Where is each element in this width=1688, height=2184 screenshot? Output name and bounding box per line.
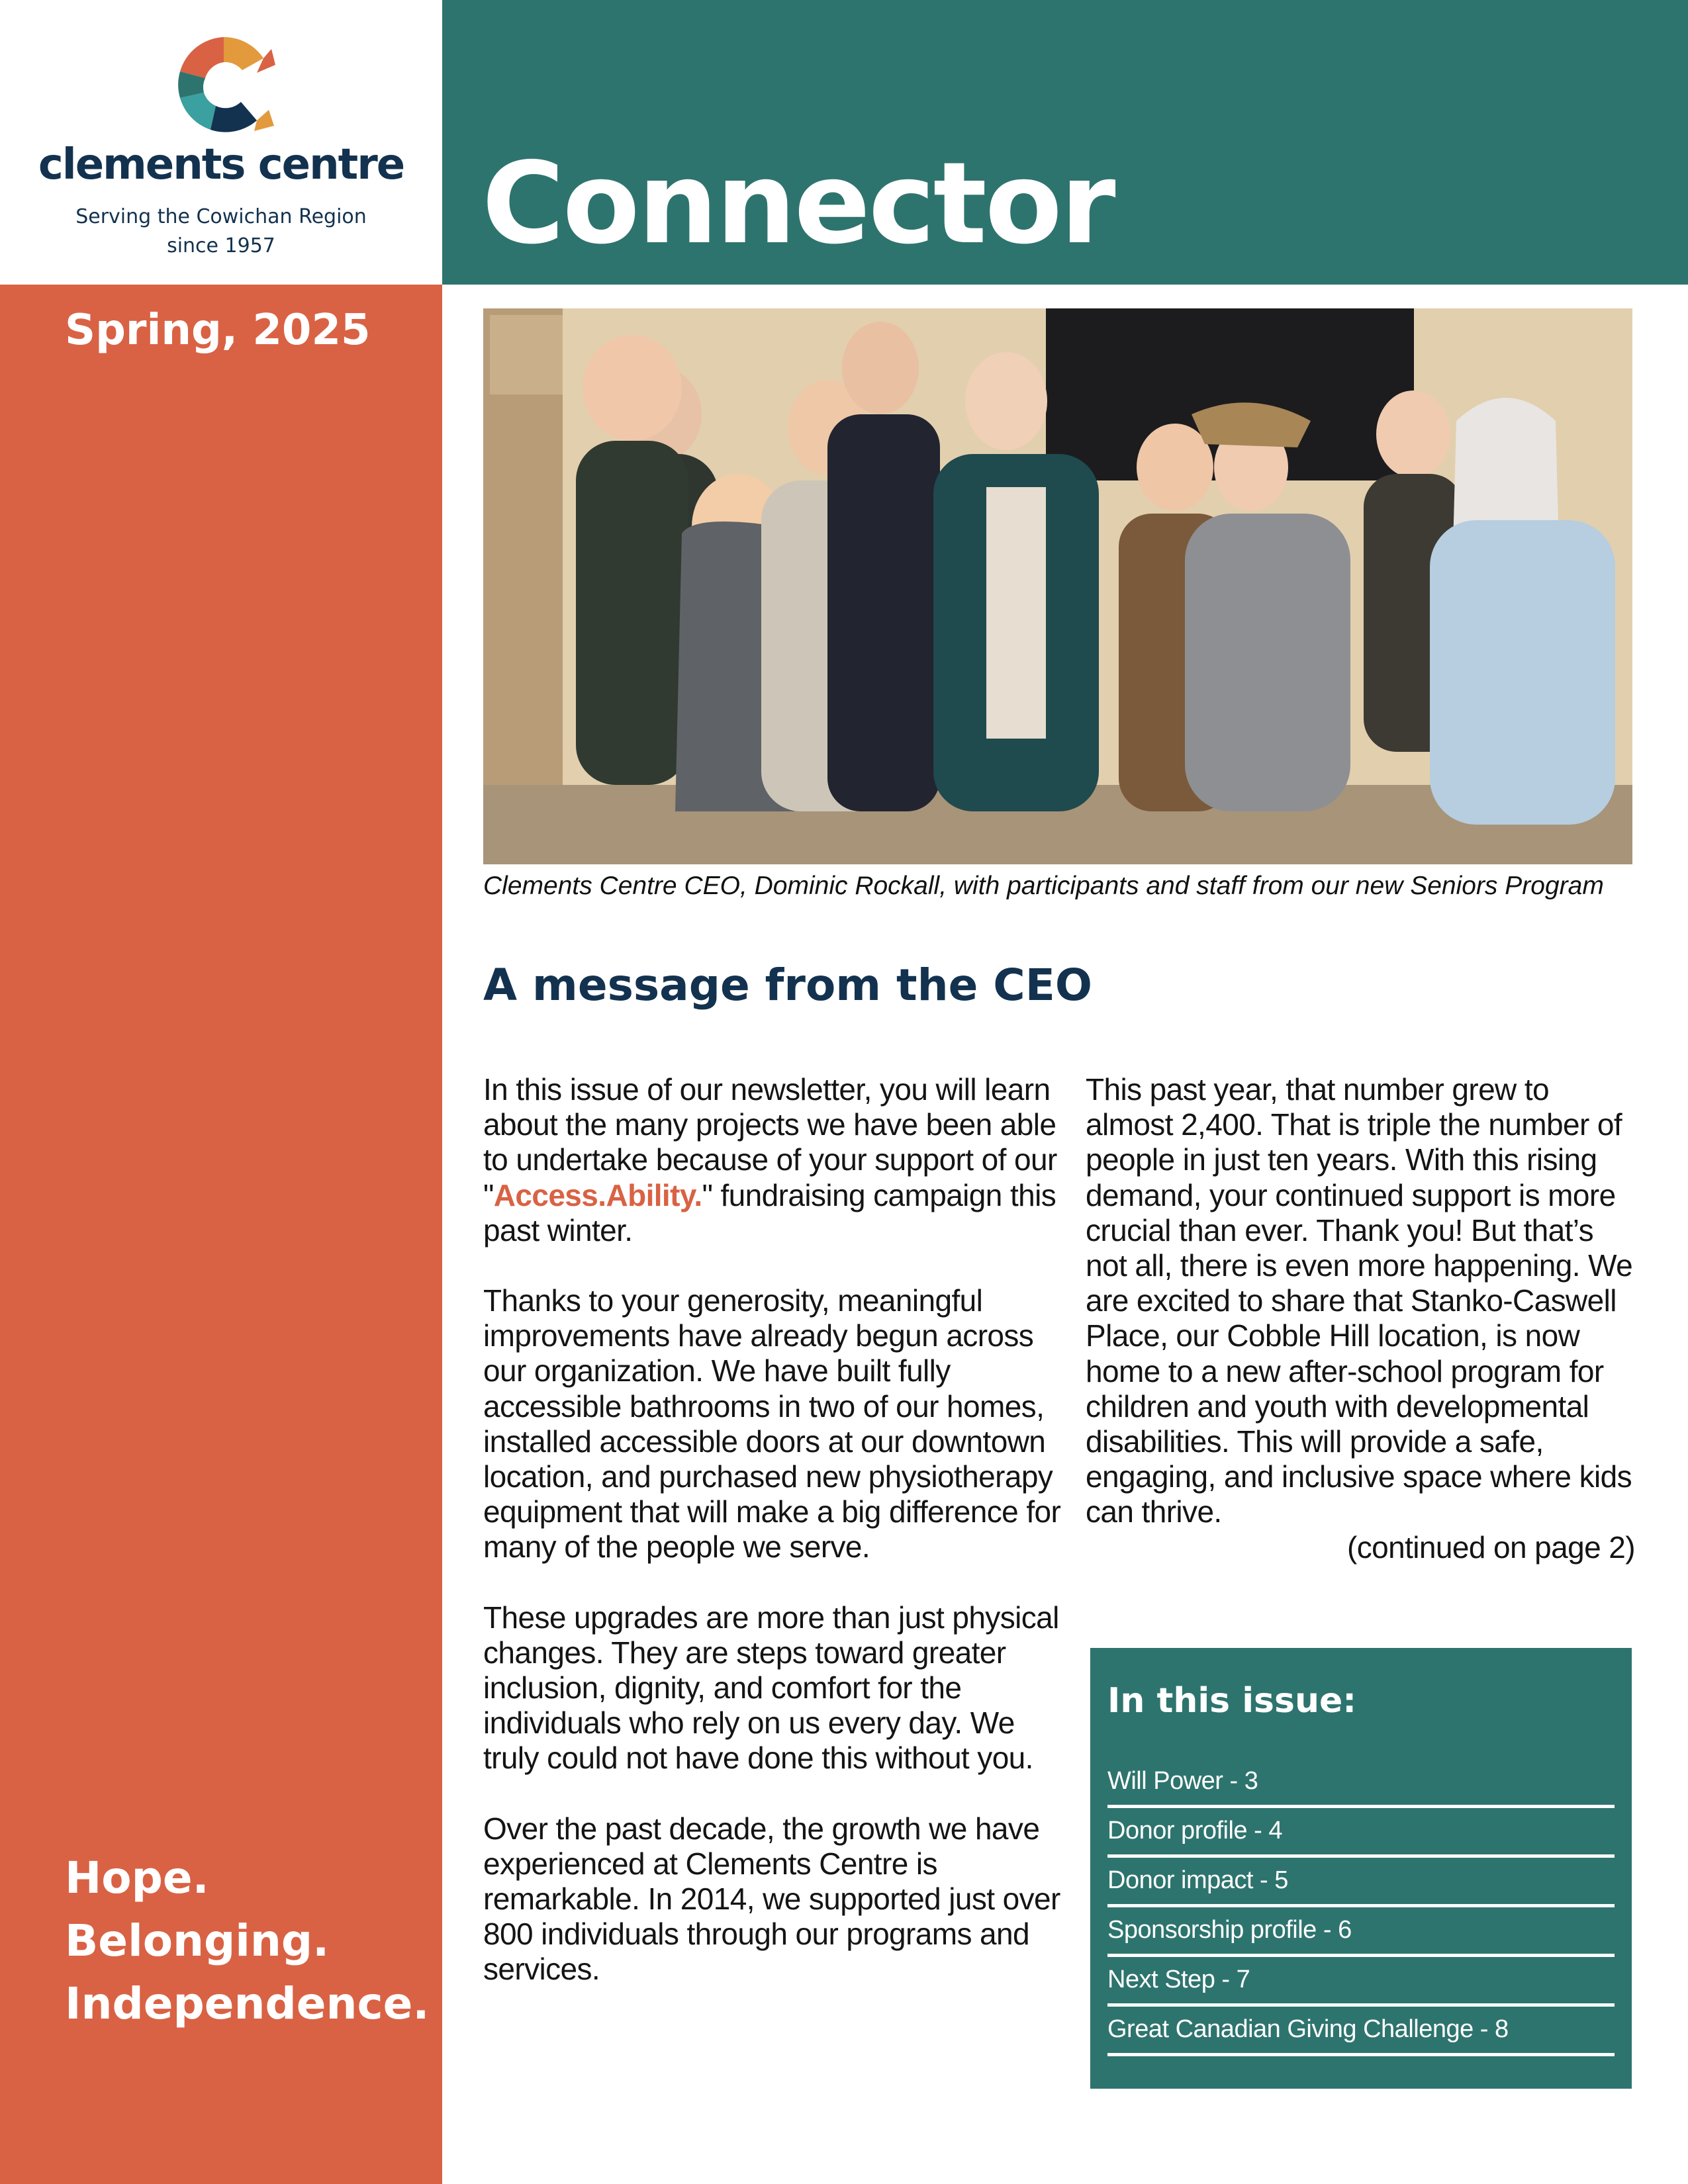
brand-tagline-line2: since 1957 (167, 234, 275, 257)
brand-tagline-line1: Serving the Cowichan Region (75, 205, 367, 228)
masthead (442, 0, 1688, 285)
continued-note: (continued on page 2) (1347, 1529, 1635, 1565)
motto-hope: Hope. (65, 1852, 209, 1903)
issue-item-sponsorship-profile[interactable]: Sponsorship profile - 6 (1107, 1909, 1615, 1957)
motto-belonging: Belonging. (65, 1915, 330, 1966)
in-this-issue-title: In this issue: (1107, 1681, 1357, 1721)
article-paragraph-5: This past year, that number grew to almost 2,400. That is triple the number of people in just ten years. With this rising demand, your continued support is more crucial than ever. Thank you! But that’s not all, there is even more happening. We are excited to share that Stanko-Caswell Place, our Cobble Hill location, is now home to a new after-school program for children and youth with developmental disabilities. This will provide a safe, engaging, and inclusive space where kids can thrive. (1086, 1072, 1633, 1529)
article-p1-text-start: In this issue of our newsletter, you will learn about the many projects we have been able to undertake because of your support of our " (483, 1072, 1057, 1212)
issue-item-donor-profile[interactable]: Donor profile - 4 (1107, 1810, 1615, 1858)
brand-name: clements centre (38, 140, 404, 189)
in-this-issue-box (1090, 1648, 1632, 2089)
article-heading: A message from the CEO (483, 960, 1092, 1011)
article-paragraph-3: These upgrades are more than just physical changes. They are steps toward greater inclusion, dignity, and comfort for the individuals who rely on us every day. We truly could not have done this without you. (483, 1600, 1059, 1776)
newsletter-title: Connector (482, 138, 1114, 269)
issue-item-donor-impact[interactable]: Donor impact - 5 (1107, 1860, 1615, 1907)
clements-centre-logo-icon (171, 32, 277, 138)
article-paragraph-4: Over the past decade, the growth we have experienced at Clements Centre is remarkable. In 2014, we supported just over 800 individuals through our programs and services. (483, 1811, 1060, 1987)
issue-date: Spring, 2025 (65, 306, 371, 355)
issue-item-will-power[interactable]: Will Power - 3 (1107, 1760, 1615, 1808)
logo-panel (0, 0, 442, 285)
article-paragraph-2: Thanks to your generosity, meaningful improvements have already begun across our organization. We have built fully accessible bathrooms in two of our homes, installed accessible doors at our downtown location, and purchased new physiotherapy equipment that will make a big difference for many of the people we serve. (483, 1283, 1061, 1565)
motto (65, 1846, 430, 2035)
group-photo (483, 308, 1632, 864)
article-paragraph-1 (483, 1072, 1066, 1248)
issue-item-next-step[interactable]: Next Step - 7 (1107, 1959, 1615, 2007)
issue-item-giving-challenge[interactable]: Great Canadian Giving Challenge - 8 (1107, 2009, 1615, 2056)
article-left-column (483, 1072, 1066, 1987)
article-p1-text-end: " fundraising campaign this past winter. (483, 1177, 1056, 1248)
in-this-issue-list (1107, 1760, 1615, 2058)
brand-tagline (0, 203, 442, 261)
article-right-column (1086, 1072, 1635, 1565)
motto-independence: Independence. (65, 1978, 430, 2029)
sidebar (0, 285, 442, 2184)
photo-caption: Clements Centre CEO, Dominic Rockall, with participants and staff from our new Seniors Program (483, 872, 1604, 900)
campaign-name: Access.Ability. (493, 1177, 702, 1212)
group-photo-illustration (483, 308, 1632, 864)
